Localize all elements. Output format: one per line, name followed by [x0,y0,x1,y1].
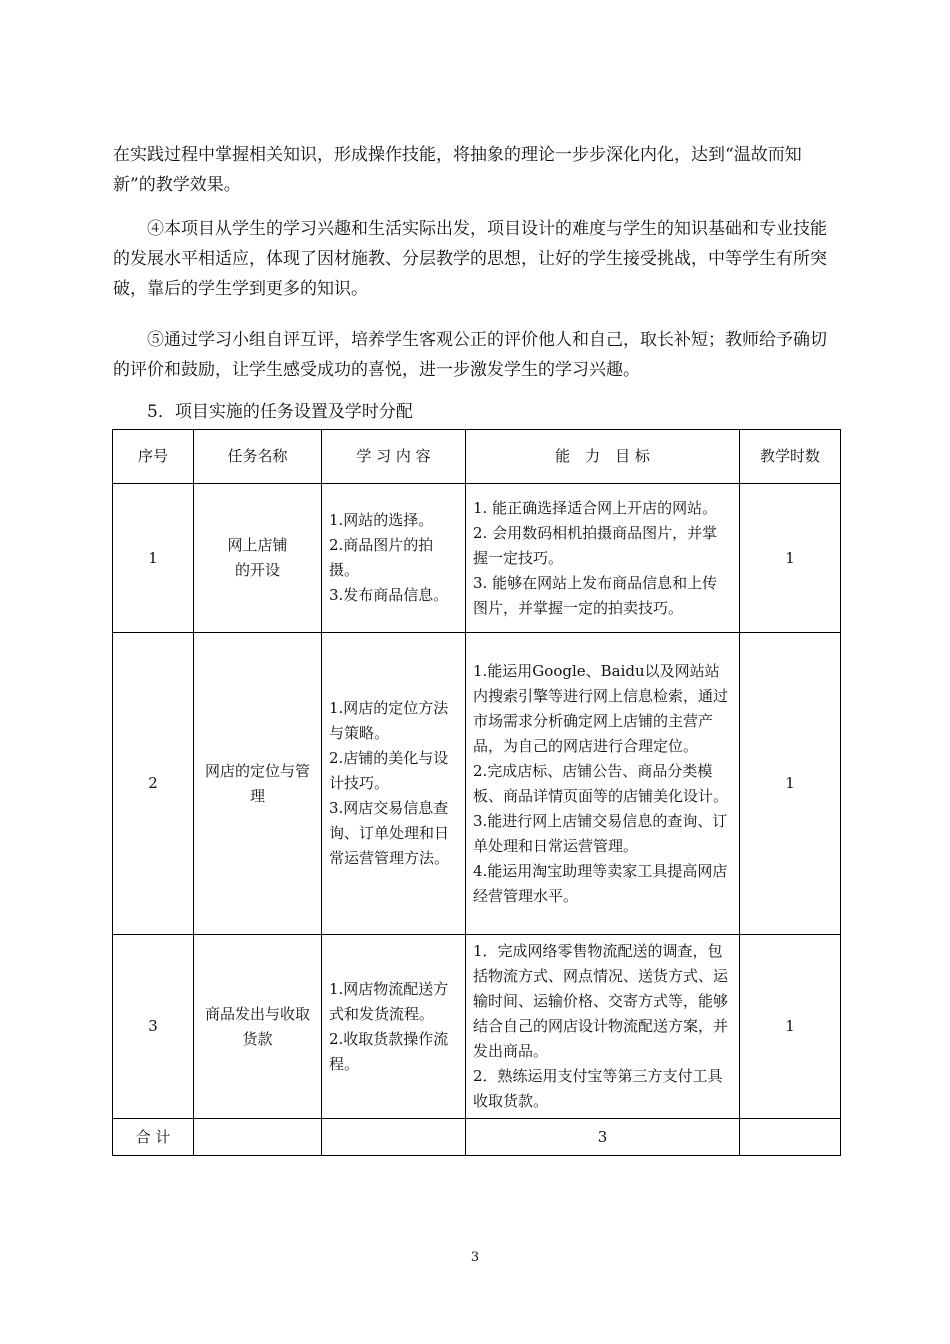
paragraph-continuation: 在实践过程中掌握相关知识，形成操作技能，将抽象的理论一步步深化内化，达到“温故而知新”的教学效果。 [113,145,802,195]
header-hours: 教学时数 [740,430,841,484]
cell-content: 1.网店物流配送方式和发货流程。 2.收取货款操作流程。 [322,935,466,1119]
cell-content: 1.网店的定位方法与策略。 2.店铺的美化与设计技巧。 3.网店交易信息查询、订单处理和日常运营管理方法。 [322,633,466,935]
cell-task-name: 网店的定位与管理 [194,633,322,935]
cell-content: 1.网站的选择。 2.商品图片的拍摄。 3.发布商品信息。 [322,484,466,633]
table-header-row [113,430,841,484]
cell-hours: 1 [740,484,841,633]
cell-goals: 1. 能正确选择适合网上开店的网站。 2. 会用数码相机拍摄商品图片，并掌握一定技巧。 3. 能够在网站上发布商品信息和上传图片，并掌握一定的拍卖技巧。 [466,484,740,633]
cell-no: 1 [113,484,194,633]
table-total-row [113,1119,841,1156]
cell-goals: 1．完成网络零售物流配送的调查，包括物流方式、网点情况、送货方式、运输时间、运输价格、交寄方式等，能够结合自己的网店设计物流配送方案，并发出商品。 2．熟练运用支付宝等第三方支付工具收取货款。 [466,935,740,1119]
cell-total-value: 3 [466,1119,740,1156]
cell-hours: 1 [740,633,841,935]
cell-empty [740,1119,841,1156]
cell-hours: 1 [740,935,841,1119]
page-number: 3 [470,1250,480,1265]
table-row [113,484,841,633]
cell-total-label: 合 计 [113,1119,194,1156]
section-heading: 5．项目实施的任务设置及学时分配 [147,402,413,422]
paragraph-item-4: ④本项目从学生的学习兴趣和生活实际出发，项目设计的难度与学生的知识基础和专业技能的发展水平相适应，体现了因材施教、分层教学的思想，让好的学生接受挑战，中等学生有所突破，靠后的学生学到更多的知识。 [113,219,827,299]
paragraph-item-5: ⑤通过学习小组自评互评，培养学生客观公正的评价他人和自己，取长补短；教师给予确切的评价和鼓励，让学生感受成功的喜悦，进一步激发学生的学习兴趣。 [113,330,827,380]
cell-empty [194,1119,322,1156]
cell-goals: 1.能运用Google、Baidu以及网站站内搜索引擎等进行网上信息检索，通过市场需求分析确定网上店铺的主营产品，为自己的网店进行合理定位。 2.完成店标、店铺公告、商品分类模板、商品详情页面等的店铺美化设计。 3.能进行网上店铺交易信息的查询、订单处理和日常运营管理。 4.能运用淘宝助理等卖家工具提高网店经营管理水平。 [466,633,740,935]
table-row [113,935,841,1119]
cell-no: 2 [113,633,194,935]
cell-task-name: 网上店铺 的开设 [194,484,322,633]
header-no: 序号 [113,430,194,484]
header-content: 学 习 内 容 [322,430,466,484]
header-goals: 能 力 目 标 [466,430,740,484]
cell-task-name: 商品发出与收取货款 [194,935,322,1119]
table-row [113,633,841,935]
task-allocation-table [112,429,841,1156]
header-task-name: 任务名称 [194,430,322,484]
cell-empty [322,1119,466,1156]
cell-no: 3 [113,935,194,1119]
